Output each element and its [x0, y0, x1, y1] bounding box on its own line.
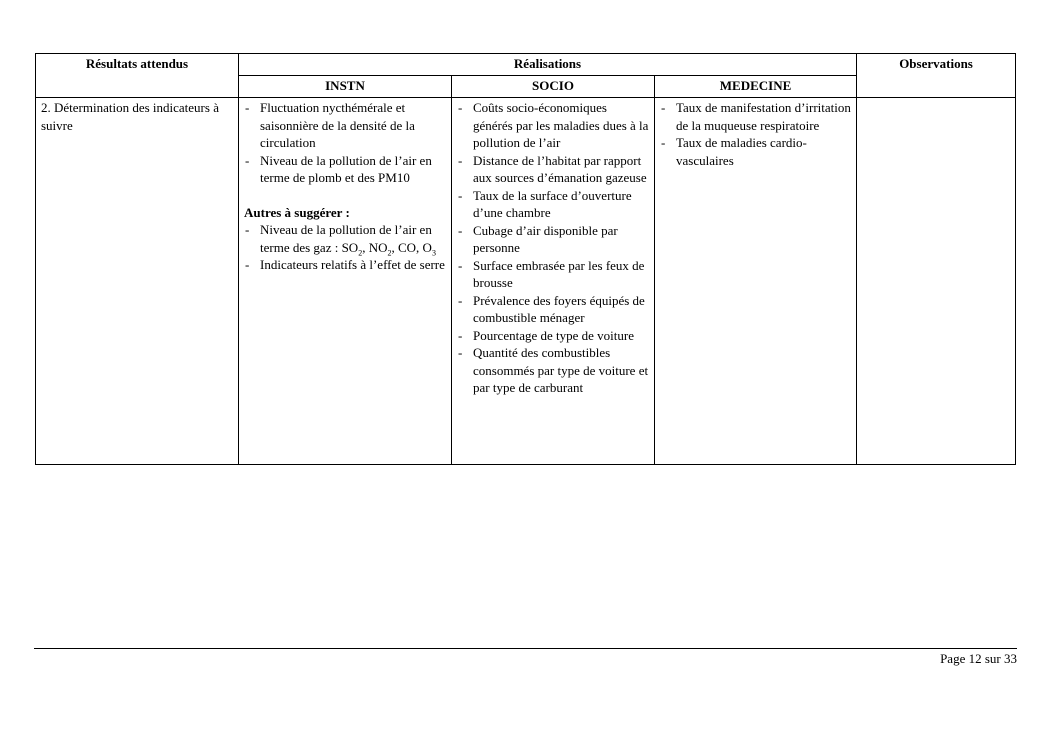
list-item: - Coûts socio-économiques générés par les maladies dues à la pollution de l’air — [458, 100, 649, 150]
header-resultats-attendus: Résultats attendus — [36, 54, 239, 98]
table-row — [36, 98, 1016, 465]
header-realisations: Réalisations — [239, 54, 857, 76]
resultat-text: 2. Détermination des indicateurs à suivre — [41, 100, 219, 133]
cell-instn — [239, 98, 452, 465]
cell-observations — [857, 98, 1016, 465]
list-item: - Prévalence des foyers équipés de combustible ménager — [458, 292, 645, 325]
list-item: - Indicateurs relatifs à l’effet de serre — [245, 257, 445, 272]
header-socio: SOCIO — [452, 76, 655, 98]
list-item: - Quantité des combustibles consommés par type de voiture et par type de carburant — [458, 345, 649, 395]
list-item: - Taux de manifestation d’irritation de la muqueuse respiratoire — [661, 100, 851, 133]
page-number: Page 12 sur 33 — [940, 651, 1017, 666]
results-table — [35, 53, 1016, 465]
cell-socio — [452, 98, 655, 465]
list-item: - Cubage d’air disponible par personne — [458, 222, 618, 255]
list-item: - Fluctuation nycthémérale et saisonnière de la densité de la circulation — [245, 100, 415, 150]
list-item: - Distance de l’habitat par rapport aux sources d’émanation gazeuse — [458, 152, 647, 185]
list-item: - Pourcentage de type de voiture — [458, 327, 634, 343]
list-item: - Taux de la surface d’ouverture d’une chambre — [458, 187, 632, 220]
list-item: - Taux de maladies cardio-vasculaires — [661, 135, 807, 168]
header-medecine: MEDECINE — [655, 76, 857, 98]
medecine-list — [660, 99, 851, 169]
list-item: - Niveau de la pollution de l’air en terme des gaz : $SO_2$, $NO_2$, CO, $O_3$ — [245, 222, 436, 258]
footer-divider — [34, 648, 1017, 649]
header-observations: Observations — [857, 54, 1016, 98]
list-item: - Niveau de la pollution de l’air en terme de plomb et des PM10 — [245, 152, 432, 185]
cell-medecine — [655, 98, 857, 465]
suggest-title: Autres à suggérer : — [244, 204, 350, 220]
instn-list — [244, 99, 446, 187]
socio-list — [457, 99, 649, 397]
header-instn: INSTN — [239, 76, 452, 98]
list-item: - Surface embrasée par les feux de brousse — [458, 257, 645, 290]
instn-suggest-list — [244, 221, 446, 274]
cell-resultat — [36, 98, 239, 465]
